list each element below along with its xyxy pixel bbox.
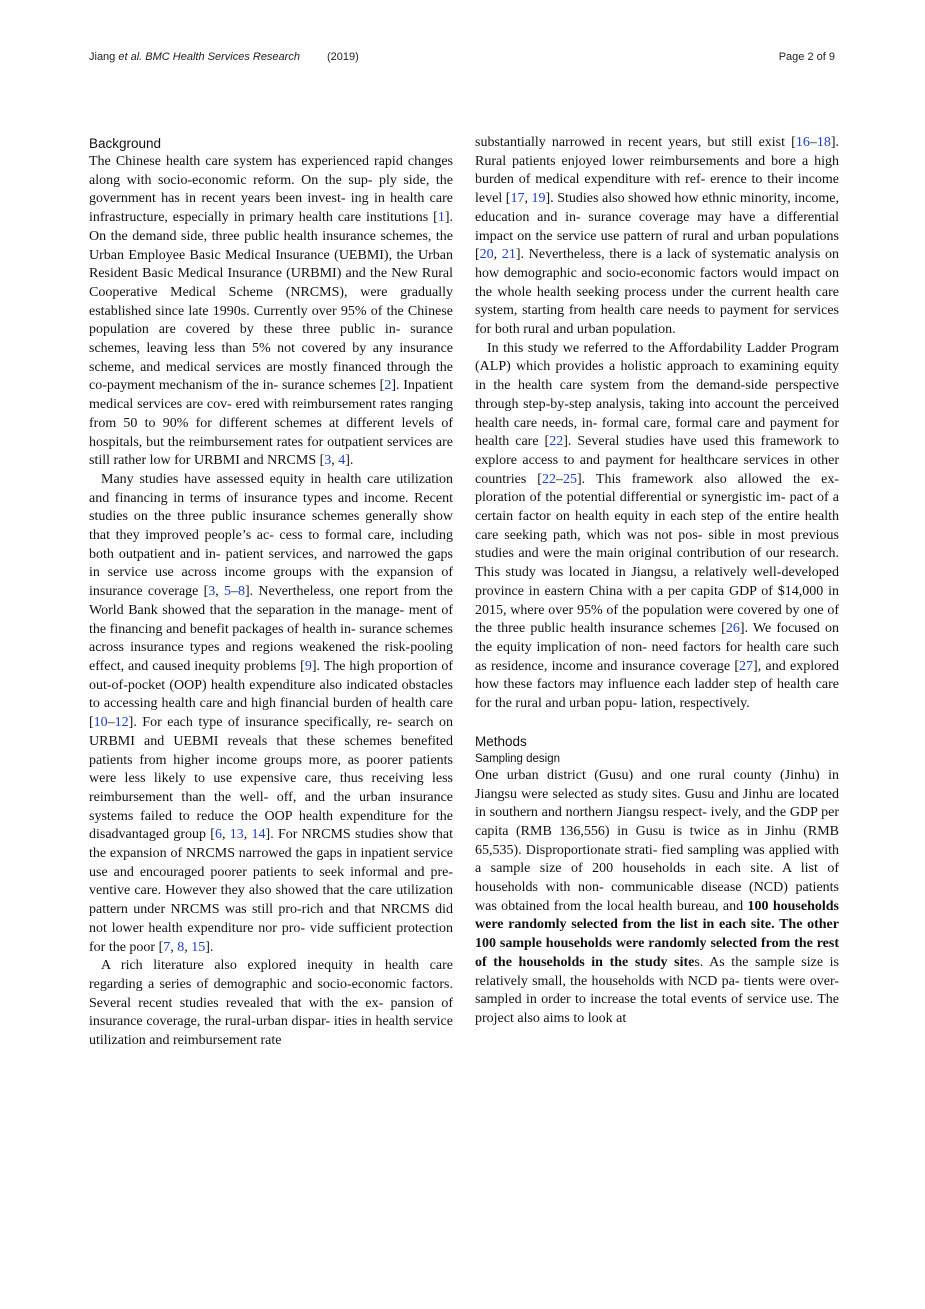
header-etal: et al. <box>118 51 143 63</box>
methods-text-start: One urban district (Gusu) and one rural county (Jinhu) in Jiangsu were selected as study sites. Gusu and Jinhu are located in southern and northern Jiangsu respect- ively, and the GDP per capita (RMB 136,556) in Gusu is twice as in Jinhu (RMB 65,535). Disproportionate strati- fied sampling was applied with a sample size of 200 households in each site. A list of households with non- communicable disease (NCD) patients was obtained from the local health bureau, and <box>475 767 839 914</box>
section-gap <box>475 714 839 732</box>
page-number: Page 2 of 9 <box>778 51 835 63</box>
background-paragraph-1: The Chinese health care system has experienced rapid changes along with socio-economic reform. On the sup- ply side, the government has in recent years been invest- ing in health care infrastructure, especially in primary health care institutions [1]. On the demand side, three public health insurance schemes, the Urban Employee Basic Medical Insurance (UEBMI), the Urban Resident Basic Medical Insurance (URBMI) and the New Rural Cooperative Medical Scheme (NRCMS), were gradually established since late 1990s. Currently over 95% of the Chinese population are covered by these three public in- surance schemes, leaving less than 5% not covered by any insurance scheme, and medical services are mostly financed through the co-payment mechanism of the in- surance schemes [2]. Inpatient medical services are cov- ered with reimbursement rates ranging from 50 to 90% for different schemes at different levels of hospitals, but the reimbursement rates for outpatient services are still rather low for URBMI and NRCMS [3, 4]. <box>89 154 453 469</box>
background-paragraph-4: substantially narrowed in recent years, but still exist [16–18]. Rural patients enjoyed lower reimbursements and bore a high burden of medical expenditure with ref- erence to their income level [17, 19]. Studies also showed how ethnic minority, income, education and in- surance coverage may have a differential impact on the service use pattern of rural and urban populations [20, 21]. Nevertheless, there is a lack of systematic analysis on how demographic and socio-economic factors would impact on the whole health seeking process under the current health care system, starting from health care needs to payment for services for both rural and urban population. <box>475 135 839 338</box>
sampling-design-heading: Sampling design <box>475 752 561 765</box>
background-paragraph-3: A rich literature also explored inequity in health care regarding a series of demographic and socio-economic factors. Several recent studies revealed that with the ex- pansion of insurance coverage, the rural-urban dispar- ities in health service utilization and reimbursement rate <box>89 958 453 1049</box>
methods-text-bold: 100 households were randomly selected from the list in each site. The other 100 sample households were randomly selected from the rest of the households in the study site <box>475 898 839 970</box>
background-paragraph-2: Many studies have assessed equity in health care utilization and financing in terms of insurance types and income. Recent studies on the three public insurance schemes generally show that they improved people’s ac- cess to formal care, including both outpatient and in- patient services, and narrowed the gaps in service use across income groups with the expansion of insurance coverage [3, 5–8]. Nevertheless, one report from the World Bank showed that the separation in the manage- ment of the financing and benefit packages of health in- surance schemes across insurance types and regions weakened the risk-pooling effect, and caused inequity problems [9]. The high proportion of out-of-pocket (OOP) health expenditure also indicated obstacles to accessing health care and high financial burden of health care [10–12]. For each type of insurance specifically, re- search on URBMI and UEBMI reveals that these schemes benefited patients from higher income groups more, as poorer patients were less likely to use expensive care, thus receiving less reimbursement than the well- off, and the urban insurance systems failed to reduce the OOP health expenditure for the disadvantaged group [6, 13, 14]. For NRCMS studies show that the expansion of NRCMS narrowed the gaps in inpatient service use and encouraged poorer patients to seek informal and pre- ventive care. However they also showed that the care utilization pattern under NRCMS was still pro-rich and that NRCMS did not lower health expenditure nor pro- vide sufficient protection for the poor [7, 8, 15]. <box>89 471 453 955</box>
left-column <box>89 134 453 1051</box>
header-year: (2019) <box>327 51 359 63</box>
background-heading: Background <box>89 136 162 151</box>
running-header-citation <box>89 51 359 63</box>
right-column <box>475 134 839 1029</box>
methods-paragraph-1 <box>475 767 839 1029</box>
header-author: Jiang <box>89 51 116 63</box>
header-journal: BMC Health Services Research <box>145 51 300 63</box>
background-paragraph-5: In this study we referred to the Affordability Ladder Program (ALP) which provides a holistic approach to examining equity in the health care system from the demand-side perspective through step-by-step analysis, taking into account the perceived health care needs, in- formal care, formal care and payment for health care [22]. Several studies have used this framework to explore access to and payment for healthcare services in other countries [22–25]. This framework also allowed the ex- ploration of the potential differential or synergistic im- pact of a certain factor on health equity in each step of the entire health care seeking path, which was not pos- sible in most previous studies and were the main original contribution of our research. This study was located in Jiangsu, a relatively well-developed province in eastern China with a per capita GDP of $14,000 in 2015, where over 95% of the population were covered by one of the three public health insurance schemes [26]. We focused on the equity implication of non- need factors for health care such as residence, income and insurance coverage [27], and explored how these factors may influence each ladder step of health care for the rural and urban popu- lation, respectively. <box>475 340 840 712</box>
methods-heading: Methods <box>475 733 527 749</box>
methods-text-end: s. As the sample size is relatively small, the households with NCD pa- tients were over-sampled in order to increase the total events of service use. The project also aims to look at <box>475 954 839 1026</box>
